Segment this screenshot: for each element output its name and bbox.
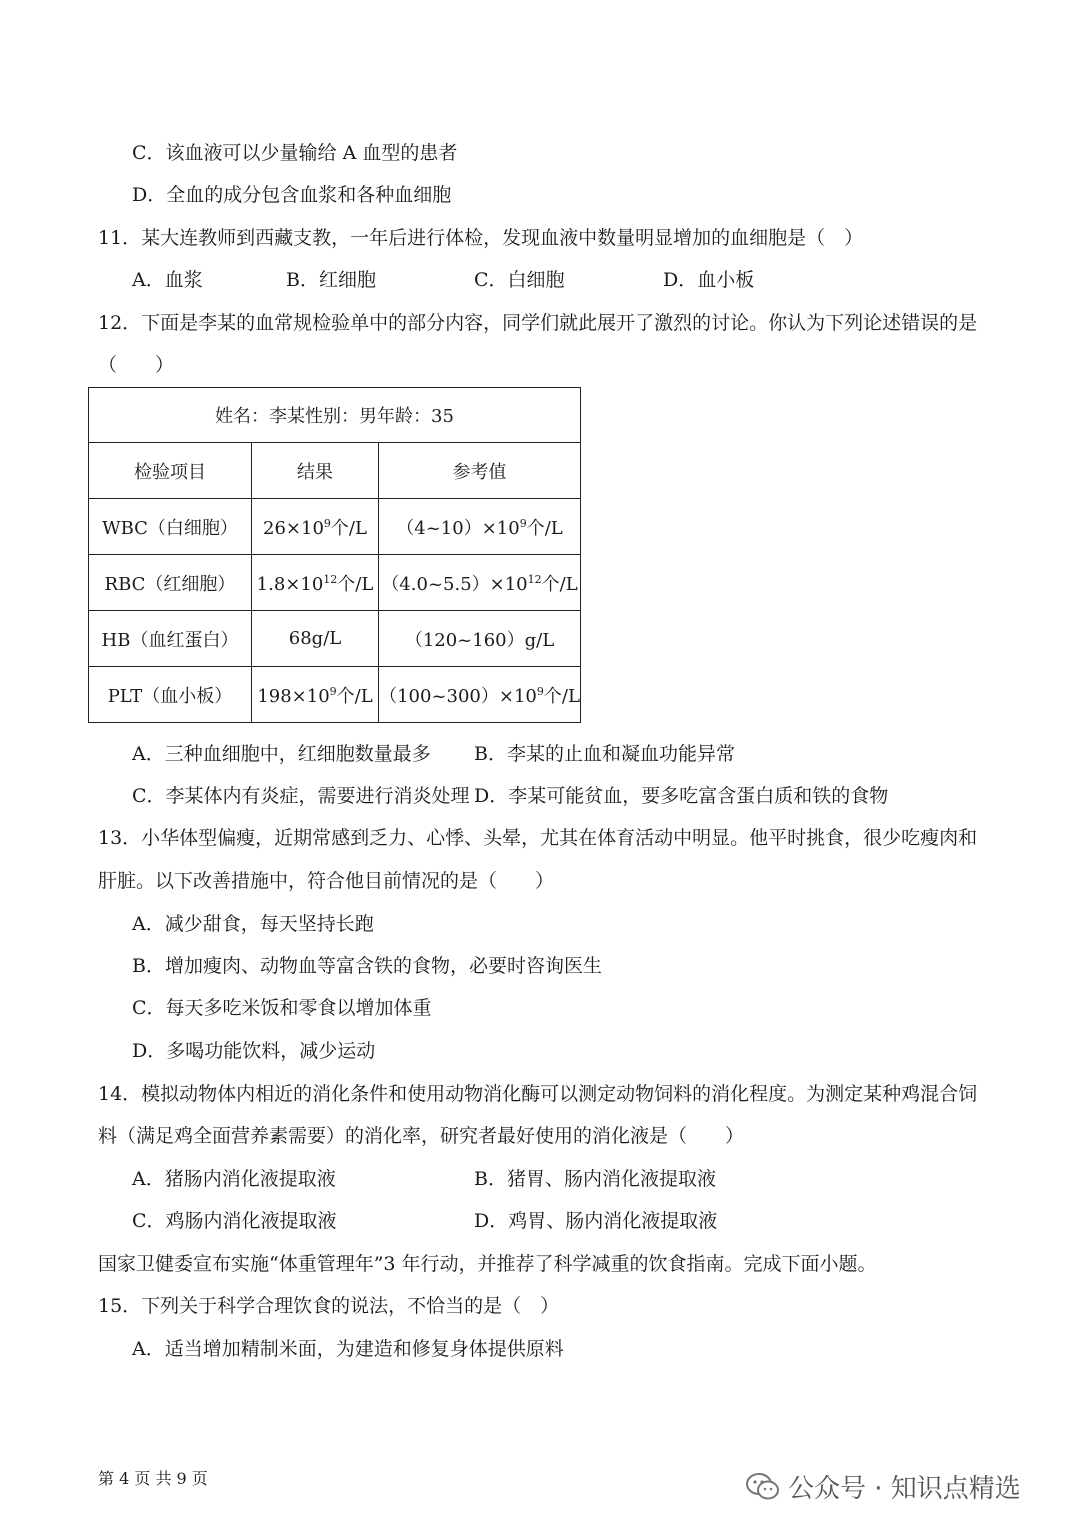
section-intro: 国家卫健委宣布实施“体重管理年”3 年行动，并推荐了科学减重的饮食指南。完成下面小题。: [98, 1253, 877, 1275]
table-header-result: 结果: [252, 443, 379, 499]
watermark: [746, 1468, 1021, 1505]
row-item: PLT（血小板）: [89, 667, 252, 723]
row-item: WBC（白细胞）: [89, 499, 252, 555]
question-11-stem: 11．某大连教师到西藏支教，一年后进行体检，发现血液中数量明显增加的血细胞是（ ）: [98, 227, 864, 249]
q11-option-a: A．血浆: [132, 269, 203, 291]
table-row: [89, 611, 581, 667]
q14-option-d: D．鸡胃、肠内消化液提取液: [474, 1210, 718, 1232]
wechat-icon: [746, 1472, 780, 1502]
page-number: 第 4 页 共 9 页: [98, 1469, 208, 1488]
q12-option-a: A．三种血细胞中，红细胞数量最多: [132, 743, 431, 765]
row-item: HB（血红蛋白）: [89, 611, 252, 667]
blood-test-table: [88, 387, 581, 723]
table-row: [89, 555, 581, 611]
q15-option-a: A．适当增加精制米面，为建造和修复身体提供原料: [132, 1338, 564, 1360]
table-row: [89, 499, 581, 555]
row-result: $26\times 10^9$个/L: [252, 499, 379, 555]
q13-option-c: C．每天多吃米饭和零食以增加体重: [132, 997, 432, 1019]
q13-option-d: D．多喝功能饮料，减少运动: [132, 1040, 376, 1062]
row-item: RBC（红细胞）: [89, 555, 252, 611]
q11-option-c: C．白细胞: [474, 269, 565, 291]
question-14-stem-cont: 料（满足鸡全面营养素需要）的消化率，研究者最好使用的消化液是（ ）: [98, 1125, 745, 1147]
option-c-prev: C．该血液可以少量输给 A 血型的患者: [132, 142, 458, 164]
q11-option-b: B．红细胞: [286, 269, 376, 291]
q13-option-b: B．增加瘦肉、动物血等富含铁的食物，必要时咨询医生: [132, 955, 602, 977]
question-15-stem: 15．下列关于科学合理饮食的说法，不恰当的是（ ）: [98, 1295, 560, 1317]
q13-option-a: A．减少甜食，每天坚持长跑: [132, 913, 374, 935]
option-d-prev: D．全血的成分包含血浆和各种血细胞: [132, 184, 452, 206]
table-header-reference: 参考值: [379, 443, 581, 499]
row-result: $198\times 10^9$个/L: [252, 667, 379, 723]
q12-option-c: C．李某体内有炎症，需要进行消炎处理: [132, 785, 470, 807]
table-header-item: 检验项目: [89, 443, 252, 499]
row-result: $1.8\times 10^{12}$个/L: [252, 555, 379, 611]
q14-option-a: A．猪肠内消化液提取液: [132, 1168, 336, 1190]
q14-option-b: B．猪胃、肠内消化液提取液: [474, 1168, 716, 1190]
q11-option-d: D．血小板: [663, 269, 755, 291]
q14-option-c: C．鸡肠内消化液提取液: [132, 1210, 337, 1232]
question-13-stem: 13．小华体型偏瘦，近期常感到乏力、心悸、头晕，尤其在体育活动中明显。他平时挑食，很少吃瘦肉和: [98, 827, 978, 849]
watermark-text: 公众号 · 知识点精选: [788, 1474, 1021, 1504]
row-reference: $(100\sim 300)\times 10^9$个/L: [379, 667, 581, 723]
table-row: [89, 667, 581, 723]
row-reference: $(4\sim 10)\times 10^9$个/L: [379, 499, 581, 555]
row-reference: $(4.0\sim 5.5)\times 10^{12}$个/L: [379, 555, 581, 611]
question-12-paren: （ ）: [98, 354, 175, 376]
q12-option-d: D．李某可能贫血，要多吃富含蛋白质和铁的食物: [474, 785, 889, 807]
question-13-stem-cont: 肝脏。以下改善措施中，符合他目前情况的是（ ）: [98, 870, 555, 892]
row-reference: （120~160）g/L: [379, 611, 581, 667]
q12-option-b: B．李某的止血和凝血功能异常: [474, 743, 735, 765]
question-14-stem: 14．模拟动物体内相近的消化条件和使用动物消化酶可以测定动物饲料的消化程度。为测定某种鸡混合饲: [98, 1083, 978, 1105]
table-title: 姓名：李某性别：男年龄：35: [89, 388, 581, 443]
question-12-stem: 12．下面是李某的血常规检验单中的部分内容，同学们就此展开了激烈的讨论。你认为下列论述错误的是: [98, 312, 978, 334]
row-result: 68g/L: [252, 611, 379, 667]
